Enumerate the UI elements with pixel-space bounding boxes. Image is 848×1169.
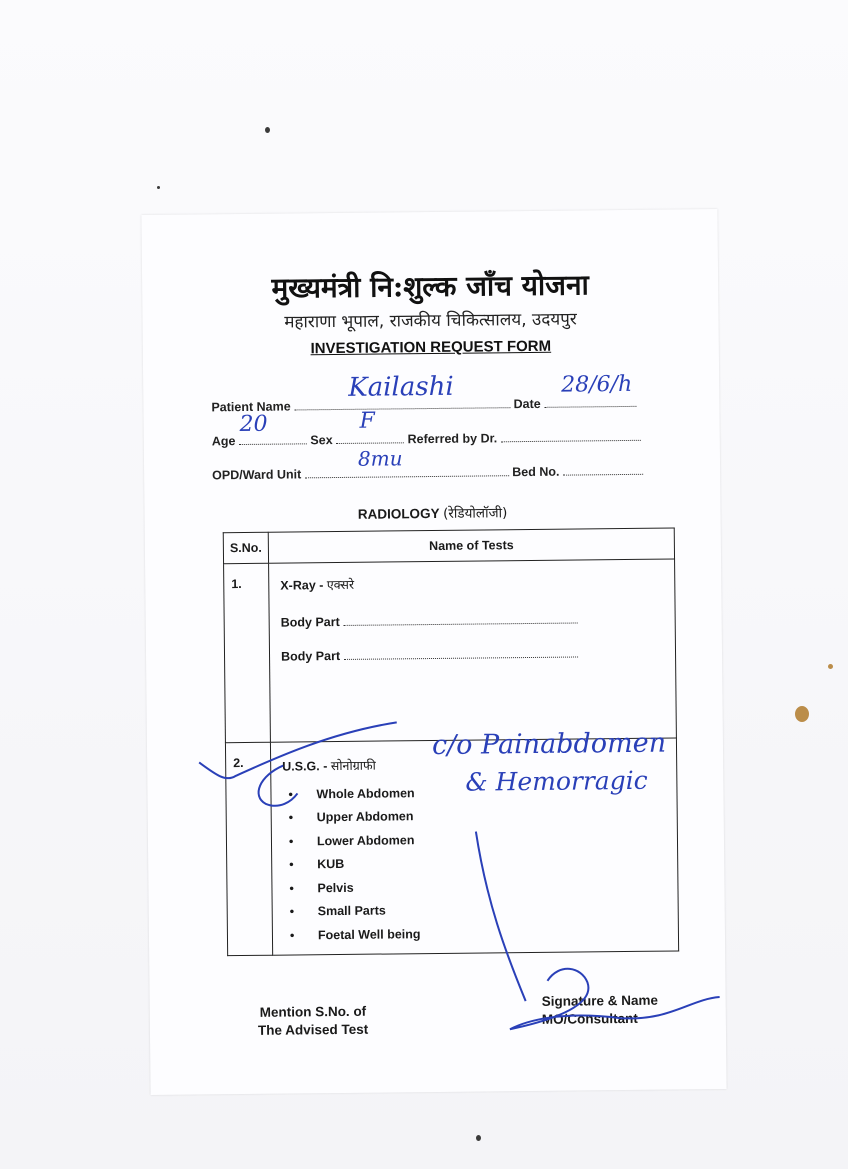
- arrow-stroke: [476, 831, 526, 1001]
- sex-label: Sex: [310, 433, 333, 448]
- tick-mark-stroke: [199, 722, 398, 778]
- age-label: Age: [211, 434, 236, 449]
- bed-no-label: Bed No.: [512, 464, 560, 480]
- body-part-label: Body Part: [280, 614, 340, 630]
- usg-option-label: Small Parts: [317, 903, 386, 919]
- sex-value: F: [359, 408, 375, 434]
- col-tests-header: Name of Tests: [268, 528, 674, 563]
- usg-option-small-parts: • Small Parts: [289, 903, 386, 919]
- xray-label: X-Ray -: [280, 578, 324, 593]
- mention-line2: The Advised Test: [257, 1021, 369, 1039]
- usg-label: U.S.G. -: [282, 759, 328, 774]
- age-value: 20: [239, 411, 268, 438]
- date-label: Date: [513, 396, 541, 412]
- patient-name-label: Patient Name: [211, 399, 291, 415]
- usg-option-label: Lower Abdomen: [316, 832, 415, 848]
- usg-option-lower-abdomen: • Lower Abdomen: [288, 832, 415, 849]
- bracket-stroke: [258, 765, 297, 805]
- usg-option-pelvis: • Pelvis: [289, 880, 354, 896]
- mention-line1: Mention S.No. of: [259, 1003, 367, 1020]
- scheme-title: मुख्यमंत्री नि:शुल्क जाँच योजना: [271, 268, 589, 305]
- usg-option-label: Pelvis: [317, 880, 354, 895]
- usg-option-label: KUB: [317, 857, 345, 872]
- radiology-title-hindi: (रेडियोलॉजी): [442, 505, 508, 522]
- opd-unit-value: 8mu: [357, 446, 403, 471]
- clinical-note-line2: & Hemorragic: [465, 765, 648, 797]
- signature-label: Signature & Name: [541, 992, 659, 1009]
- patient-name-value: Kailashi: [348, 371, 454, 403]
- row-sno: 2.: [233, 756, 244, 771]
- date-value: 28/6/h: [561, 371, 633, 398]
- xray-label-hindi: एक्सरे: [326, 576, 355, 593]
- referred-by-label: Referred by Dr.: [407, 431, 498, 447]
- consultant-label: MO/Consultant: [541, 1011, 638, 1028]
- usg-option-whole-abdomen: • Whole Abdomen: [288, 785, 415, 802]
- body-part-label: Body Part: [280, 648, 341, 664]
- usg-option-kub: • KUB: [289, 857, 345, 872]
- row-sno: 1.: [231, 577, 242, 592]
- pen-strokes: [141, 209, 726, 1095]
- scan-speck: [476, 1135, 481, 1141]
- usg-option-upper-abdomen: • Upper Abdomen: [288, 809, 414, 825]
- radiology-title: RADIOLOGY: [357, 505, 440, 522]
- usg-option-label: Whole Abdomen: [316, 785, 415, 801]
- usg-option-foetal-well-being: • Foetal Well being: [289, 926, 421, 943]
- opd-label: OPD/Ward Unit: [212, 467, 302, 483]
- scan-stain: [828, 664, 833, 669]
- usg-option-label: Foetal Well being: [317, 926, 421, 942]
- investigation-form-sheet: [141, 209, 726, 1095]
- form-title: INVESTIGATION REQUEST FORM: [310, 337, 552, 358]
- usg-label-hindi: सोनोग्राफी: [330, 757, 376, 774]
- clinical-note-line1: c/o Painabdomen: [431, 727, 667, 762]
- scan-speck: [157, 186, 160, 189]
- hospital-name: महाराणा भूपाल, राजकीय चिकित्सालय, उदयपुर: [284, 309, 577, 333]
- signature-stroke: [509, 967, 720, 1029]
- scan-stain: [795, 706, 809, 722]
- col-sno-header: S.No.: [223, 532, 268, 563]
- usg-option-label: Upper Abdomen: [316, 809, 414, 825]
- scan-speck: [265, 127, 270, 133]
